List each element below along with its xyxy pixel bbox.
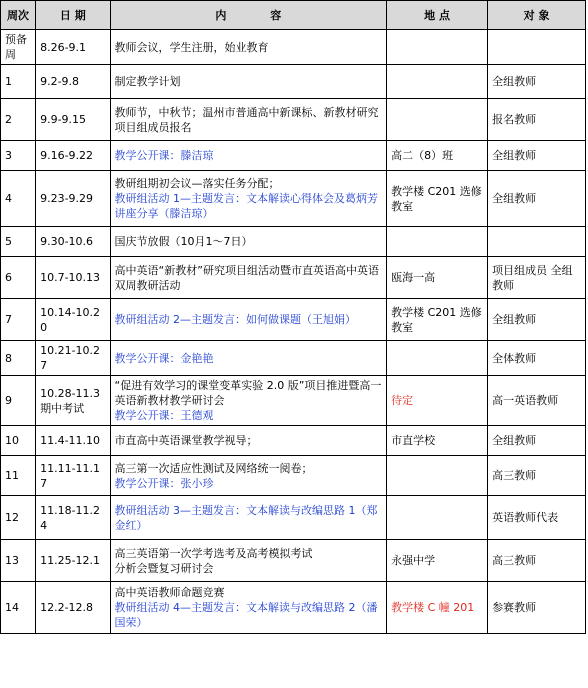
date-cell: 10.28-11.3 期中考试	[36, 376, 110, 426]
content-text: 教师节，中秋节；温州市普通高中新课标、新教材研究项目组成员报名	[114, 105, 379, 134]
date-cell: 10.21-10.27	[36, 341, 110, 376]
content-cell	[110, 540, 387, 582]
activity-text: 教学公开课：金艳艳	[114, 351, 214, 365]
place-cell	[387, 99, 488, 141]
date-cell: 11.4-11.10	[36, 426, 110, 456]
header-target: 对 象	[488, 1, 586, 30]
target-cell: 报名教师	[488, 99, 586, 141]
target-cell: 全体教师	[488, 341, 586, 376]
table-row	[1, 456, 586, 496]
target-cell	[488, 227, 586, 257]
target-cell: 参赛教师	[488, 582, 586, 634]
place-cell: 高二（8）班	[387, 141, 488, 171]
week-cell: 4	[1, 171, 36, 227]
content-cell	[110, 99, 387, 141]
week-cell: 6	[1, 257, 36, 299]
week-cell: 11	[1, 456, 36, 496]
table-row	[1, 540, 586, 582]
table-row	[1, 99, 586, 141]
content-cell	[110, 456, 387, 496]
target-cell: 高一英语教师	[488, 376, 586, 426]
content-text: 国庆节放假（10月1～7日）	[114, 235, 253, 248]
content-text: 教研组期初会议—落实任务分配；	[114, 177, 280, 190]
table-row	[1, 257, 586, 299]
place-cell: 教学楼 C 幢 201	[387, 582, 488, 634]
place-cell: 瓯海一高	[387, 257, 488, 299]
place-cell: 教学楼 C201 选修教室	[387, 299, 488, 341]
content-cell	[110, 141, 387, 171]
date-cell: 9.9-9.15	[36, 99, 110, 141]
date-cell: 9.23-9.29	[36, 171, 110, 227]
content-cell	[110, 171, 387, 227]
date-cell: 10.7-10.13	[36, 257, 110, 299]
content-text: “促进有效学习的课堂变革实验 2.0 版”项目推进暨高一英语新教材教学研讨会	[114, 379, 382, 407]
content-text: 分析会暨复习研讨会	[114, 561, 214, 575]
week-cell: 10	[1, 426, 36, 456]
header-content: 内 容	[110, 1, 387, 30]
content-cell	[110, 257, 387, 299]
place-cell	[387, 30, 488, 65]
date-cell: 11.18-11.24	[36, 496, 110, 540]
place-cell	[387, 341, 488, 376]
content-text: 高三第一次适应性测试及网络统一阅卷；	[114, 461, 313, 475]
content-cell	[110, 341, 387, 376]
table-row	[1, 376, 586, 426]
week-cell: 1	[1, 65, 36, 99]
week-cell: 5	[1, 227, 36, 257]
table-row	[1, 582, 586, 634]
content-text: 高中英语教师命题竞赛	[114, 586, 225, 599]
place-cell: 永强中学	[387, 540, 488, 582]
date-cell: 9.16-9.22	[36, 141, 110, 171]
week-cell: 13	[1, 540, 36, 582]
table-row	[1, 171, 586, 227]
target-cell: 高三教师	[488, 456, 586, 496]
header-row	[1, 1, 586, 30]
activity-text: 教学公开课：王德观	[114, 409, 214, 422]
header-date: 日 期	[36, 1, 110, 30]
week-cell: 预备周	[1, 30, 36, 65]
date-cell: 11.25-12.1	[36, 540, 110, 582]
table-row	[1, 65, 586, 99]
target-cell: 项目组成员 全组教师	[488, 257, 586, 299]
table-row	[1, 426, 586, 456]
date-cell: 9.30-10.6	[36, 227, 110, 257]
target-cell: 全组教师	[488, 65, 586, 99]
date-cell: 8.26-9.1	[36, 30, 110, 65]
activity-text: 教学公开课：张小珍	[114, 476, 214, 490]
place-cell	[387, 496, 488, 540]
header-week: 周次	[1, 1, 36, 30]
place-cell	[387, 65, 488, 99]
target-cell: 全组教师	[488, 299, 586, 341]
date-cell: 12.2-12.8	[36, 582, 110, 634]
week-cell: 3	[1, 141, 36, 171]
content-text: 制定教学计划	[114, 75, 181, 88]
target-cell	[488, 30, 586, 65]
place-cell: 待定	[387, 376, 488, 426]
table-row	[1, 496, 586, 540]
content-text: 高中英语“新教材”研究项目组活动暨市直英语高中英语双周教研活动	[114, 263, 379, 292]
place-cell: 教学楼 C201 选修教室	[387, 171, 488, 227]
activity-text: 教学公开课：滕洁琼	[114, 149, 214, 162]
target-cell: 全组教师	[488, 141, 586, 171]
place-cell	[387, 227, 488, 257]
content-text: 高三英语第一次学考选考及高考模拟考试	[114, 546, 313, 560]
table-row	[1, 30, 586, 65]
schedule-body	[1, 30, 586, 634]
content-cell	[110, 30, 387, 65]
week-cell: 8	[1, 341, 36, 376]
content-cell	[110, 582, 387, 634]
content-text: 市直高中英语课堂教学视导；	[114, 434, 258, 447]
activity-text: 教研组活动 3—主题发言：文本解读与改编思路 1（郑金红）	[114, 503, 378, 532]
content-cell	[110, 299, 387, 341]
date-cell: 10.14-10.20	[36, 299, 110, 341]
content-text: 教师会议，学生注册，始业教育	[114, 40, 269, 54]
content-cell	[110, 227, 387, 257]
content-cell	[110, 426, 387, 456]
week-cell: 12	[1, 496, 36, 540]
activity-text: 教研组活动 2—主题发言：如何做课题（王旭娟）	[114, 313, 357, 326]
week-cell: 7	[1, 299, 36, 341]
table-row	[1, 227, 586, 257]
content-cell	[110, 376, 387, 426]
date-cell: 11.11-11.17	[36, 456, 110, 496]
table-row	[1, 299, 586, 341]
target-cell: 英语教师代表	[488, 496, 586, 540]
table-row	[1, 141, 586, 171]
activity-text: 教研组活动 4—主题发言：文本解读与改编思路 2（潘国荣）	[114, 601, 378, 629]
target-cell: 全组教师	[488, 426, 586, 456]
table-row	[1, 341, 586, 376]
target-cell: 高三教师	[488, 540, 586, 582]
date-cell: 9.2-9.8	[36, 65, 110, 99]
week-cell: 9	[1, 376, 36, 426]
place-cell	[387, 456, 488, 496]
content-cell	[110, 496, 387, 540]
activity-text: 教研组活动 1—主题发言：文本解读心得体会及葛炳芳讲座分享（滕洁琼）	[114, 192, 379, 220]
header-place: 地 点	[387, 1, 488, 30]
week-cell: 2	[1, 99, 36, 141]
content-cell	[110, 65, 387, 99]
place-cell: 市直学校	[387, 426, 488, 456]
week-cell: 14	[1, 582, 36, 634]
target-cell: 全组教师	[488, 171, 586, 227]
